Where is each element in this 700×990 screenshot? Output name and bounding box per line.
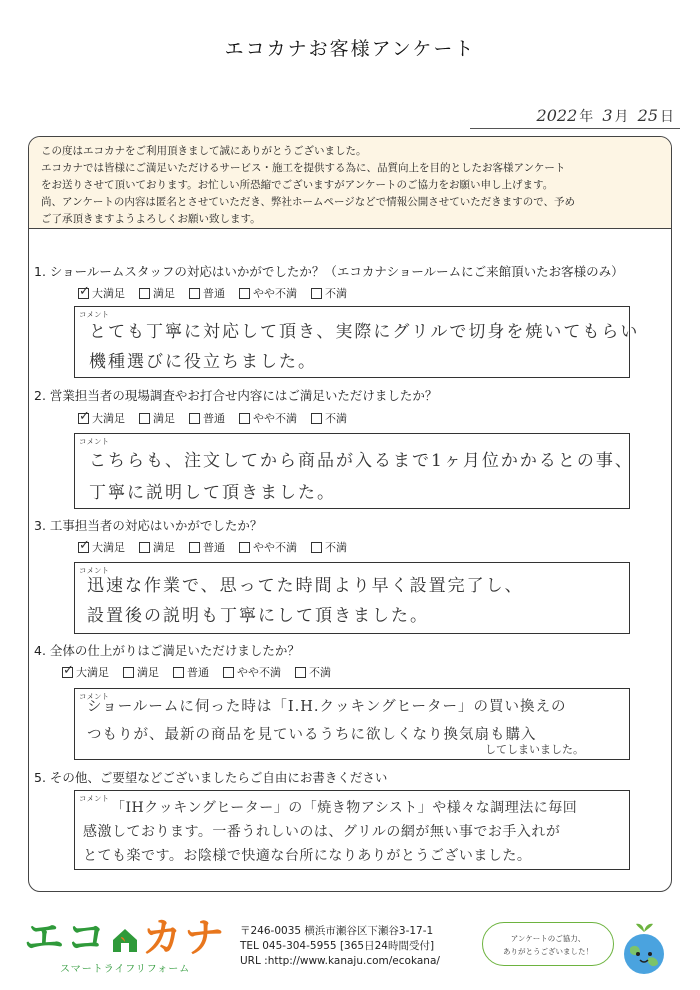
question-5-comment-box: コメント 「IHクッキングヒーター」の「焼き物アシスト」や様々な調理法に毎回 感激しております。一番うれしいのは、グリルの網が無い事でお手入れが とても楽です。お陰様で快適な台所になりありがとうございました。: [74, 790, 630, 870]
question-4-title: 4. 全体の仕上がりはご満足いただけましたか？: [34, 643, 300, 658]
date-underline: [470, 128, 680, 129]
checkbox[interactable]: [62, 667, 73, 678]
option-normal[interactable]: 普通: [189, 410, 225, 426]
checkbox[interactable]: [78, 413, 89, 424]
question-1-options: [78, 285, 347, 301]
option-satisfied[interactable]: 満足: [139, 539, 175, 555]
question-3-options: [78, 539, 347, 555]
option-very-satisfied[interactable]: ✓ 大満足: [78, 539, 125, 555]
checkbox[interactable]: [189, 413, 200, 424]
company-address: 〒246-0035 横浜市瀬谷区下瀬谷3-17-1 TEL 045-304-5955 [365日24時間受付] URL :http://www.kanaju.com/ecokana/: [240, 925, 440, 967]
option-dissatisfied[interactable]: 不満: [311, 285, 347, 301]
checkbox[interactable]: [189, 288, 200, 299]
option-dissatisfied[interactable]: 不満: [295, 664, 331, 680]
checkbox[interactable]: [311, 542, 322, 553]
earth-mascot-icon: [614, 918, 674, 978]
question-2-options: [78, 410, 347, 426]
checkbox[interactable]: [239, 542, 250, 553]
logo-tagline: スマートライフリフォーム: [60, 964, 191, 975]
question-3-comment-box: コメント 迅速な作業で、思ってた時間より早く設置完了し、 設置後の説明も丁寧にして頂きました。: [74, 562, 630, 634]
question-5-title: 5. その他、ご要望などございましたらご自由にお書きください: [34, 770, 388, 785]
survey-date: 2022 年 3 月 25 日: [536, 106, 674, 125]
option-satisfied[interactable]: 満足: [139, 410, 175, 426]
option-normal[interactable]: 普通: [189, 539, 225, 555]
date-month: 3: [602, 106, 613, 125]
option-somewhat-dissatisfied[interactable]: やや不満: [239, 539, 297, 555]
checkbox[interactable]: [311, 413, 322, 424]
option-somewhat-dissatisfied[interactable]: やや不満: [239, 285, 297, 301]
checkbox[interactable]: [123, 667, 134, 678]
checkbox[interactable]: [139, 288, 150, 299]
option-very-satisfied[interactable]: ✓ 大満足: [78, 410, 125, 426]
option-dissatisfied[interactable]: 不満: [311, 410, 347, 426]
date-year: 2022: [536, 106, 578, 125]
question-1-comment-box: コメント とても丁寧に対応して頂き、実際にグリルで切身を焼いてもらい 機種選びに役立ちました。: [74, 306, 630, 378]
option-very-satisfied[interactable]: ✓ 大満足: [78, 285, 125, 301]
option-somewhat-dissatisfied[interactable]: やや不満: [239, 410, 297, 426]
page-title: エコカナお客様アンケート: [224, 38, 476, 60]
checkbox[interactable]: [139, 542, 150, 553]
thanks-speech-bubble: アンケートのご協力、 ありがとうございました！: [482, 922, 614, 966]
ecokana-logo: エコ カナ: [24, 915, 226, 961]
checkbox[interactable]: [311, 288, 322, 299]
question-2-title: 2. 営業担当者の現場調査やお打合せ内容にはご満足いただけましたか？: [34, 388, 438, 403]
question-4-options: [62, 664, 331, 680]
checkbox[interactable]: [78, 542, 89, 553]
checkbox[interactable]: [189, 542, 200, 553]
house-icon: [110, 925, 140, 955]
question-3-title: 3. 工事担当者の対応はいかがでしたか？: [34, 518, 263, 533]
company-url-link[interactable]: URL :http://www.kanaju.com/ecokana/: [240, 955, 440, 967]
option-very-satisfied[interactable]: ✓ 大満足: [62, 664, 109, 680]
date-day: 25: [637, 106, 658, 125]
question-2-comment-box: コメント こちらも、注文してから商品が入るまで1ヶ月位かかるとの事、 丁寧に説明して頂きました。: [74, 433, 630, 509]
option-normal[interactable]: 普通: [189, 285, 225, 301]
checkbox[interactable]: [239, 288, 250, 299]
checkbox[interactable]: [239, 413, 250, 424]
option-satisfied[interactable]: 満足: [123, 664, 159, 680]
checkbox[interactable]: [295, 667, 306, 678]
checkbox[interactable]: [139, 413, 150, 424]
checkbox[interactable]: [78, 288, 89, 299]
option-somewhat-dissatisfied[interactable]: やや不満: [223, 664, 281, 680]
option-normal[interactable]: 普通: [173, 664, 209, 680]
intro-text: この度はエコカナをご利用頂きまして誠にありがとうございました。 エコカナでは皆様にご満足いただけるサービス・施工を提供する為に、品質向上を目的としたお客様アンケート をお送りさせて頂いております。お忙しい所恐縮でございますがアンケートのご協力をお願い申し上げます。 尚、アンケートの内容は匿名とさせていただき、弊社ホームページなどで情報公開させていただきますので、予め ご了承頂きますようよろしくお願い致します。: [29, 137, 671, 229]
checkbox[interactable]: [173, 667, 184, 678]
question-4-comment-box: コメント ショールームに伺った時は「I.H.クッキングヒーター」の買い換えの つもりが、最新の商品を見ているうちに欲しくなり換気扇も購入 してしまいました。: [74, 688, 630, 760]
question-1-title: 1. ショールームスタッフの対応はいかがでしたか？（エコカナショールームにご来館頂いたお客様のみ）: [34, 264, 624, 279]
option-dissatisfied[interactable]: 不満: [311, 539, 347, 555]
footer: [0, 900, 700, 990]
checkbox[interactable]: [223, 667, 234, 678]
option-satisfied[interactable]: 満足: [139, 285, 175, 301]
